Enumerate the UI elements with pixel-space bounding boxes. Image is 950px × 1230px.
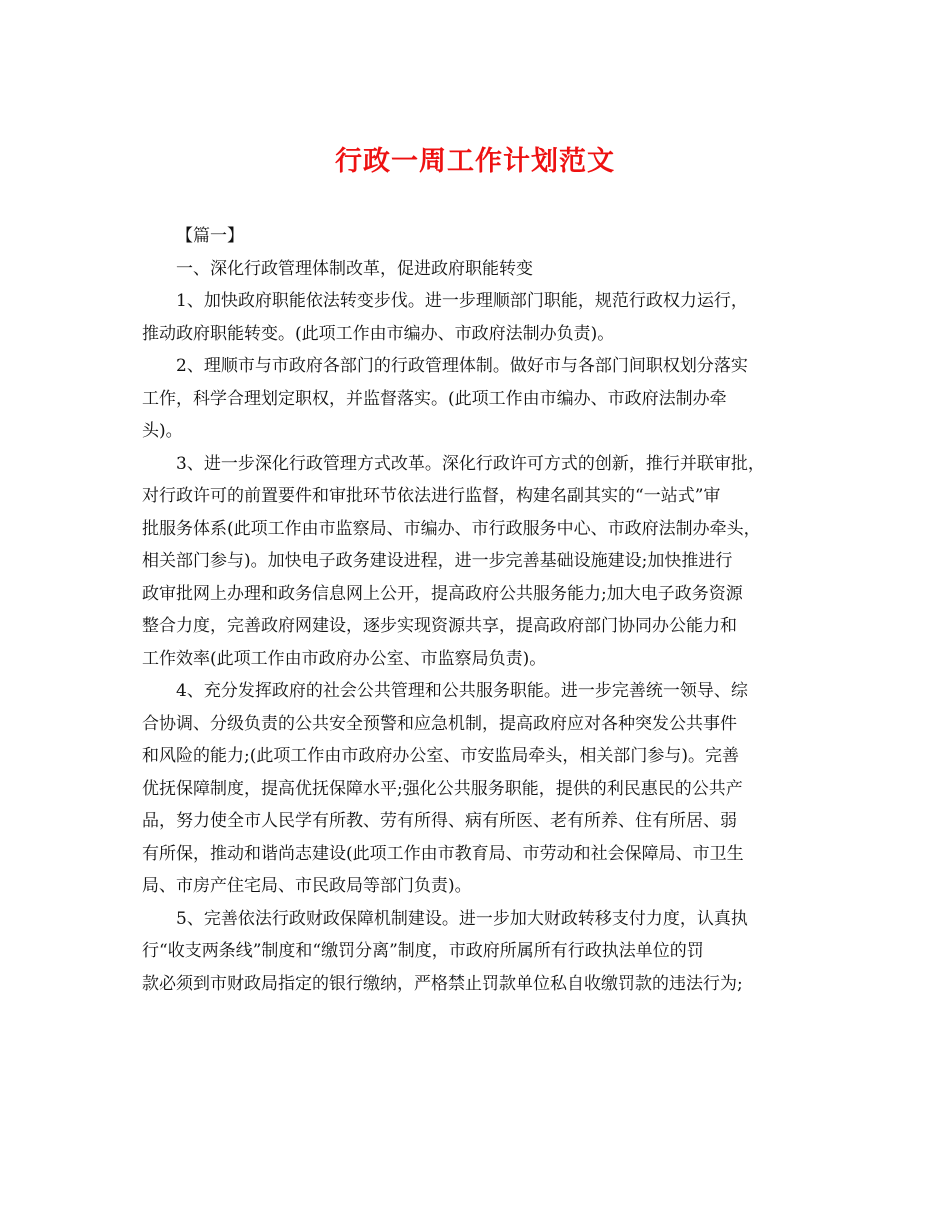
body-line: 一、深化行政管理体制改革，促进政府职能转变 [176, 258, 533, 279]
body-line: 推动政府职能转变。(此项工作由市编办、市政府法制办负责)。 [142, 323, 615, 344]
body-line: 合协调、分级负责的公共安全预警和应急机制，提高政府应对各种突发公共事件 [142, 713, 737, 734]
document-body [142, 220, 814, 1000]
body-line: 批服务体系(此项工作由市监察局、市编办、市行政服务中心、市政府法制办牵头， [142, 518, 761, 539]
body-line: 有所保，推动和谐尚志建设(此项工作由市教育局、市劳动和社会保障局、市卫生 [142, 843, 744, 864]
body-line: 3、进一步深化行政管理方式改革。深化行政许可方式的创新，推行并联审批， [176, 453, 765, 474]
body-line: 【篇一】 [176, 226, 244, 246]
body-line: 政审批网上办理和政务信息网上公开，提高政府公共服务能力;加大电子政务资源 [142, 583, 743, 604]
body-line: 2、理顺市与市政府各部门的行政管理体制。做好市与各部门间职权划分落实 [176, 356, 748, 376]
body-line: 工作，科学合理划定职权，并监督落实。(此项工作由市编办、市政府法制办牵 [142, 388, 727, 409]
body-line: 头)。 [142, 421, 183, 441]
body-line: 对行政许可的前置要件和审批环节依法进行监督，构建名副其实的“一站式”审 [142, 486, 721, 506]
body-line: 整合力度，完善政府网建设，逐步实现资源共享，提高政府部门协同办公能力和 [142, 616, 737, 636]
body-line: 1、加快政府职能依法转变步伐。进一步理顺部门职能，规范行政权力运行， [176, 291, 748, 311]
document-title: 行政一周工作计划范文 [335, 146, 615, 177]
body-line: 和风险的能力;(此项工作由市政府办公室、市安监局牵头，相关部门参与)。完善 [142, 746, 739, 766]
body-line: 行“收支两条线”制度和“缴罚分离”制度，市政府所属所有行政执法单位的罚 [142, 941, 704, 961]
body-line: 品，努力使全市人民学有所教、劳有所得、病有所医、老有所养、住有所居、弱 [142, 811, 737, 831]
body-line: 5、完善依法行政财政保障机制建设。进一步加大财政转移支付力度，认真执 [176, 908, 748, 929]
body-line: 相关部门参与)。加快电子政务建设进程，进一步完善基础设施建设;加快推进行 [142, 551, 733, 571]
body-line: 4、充分发挥政府的社会公共管理和公共服务职能。进一步完善统一领导、综 [176, 681, 748, 701]
body-line: 工作效率(此项工作由市政府办公室、市监察局负责)。 [142, 648, 547, 669]
body-line: 局、市房产住宅局、市民政局等部门负责)。 [142, 876, 472, 896]
body-line: 优抚保障制度，提高优抚保障水平;强化公共服务职能，提供的利民惠民的公共产 [142, 778, 743, 799]
body-line: 款必须到市财政局指定的银行缴纳，严格禁止罚款单位私自收缴罚款的违法行为; [142, 973, 743, 994]
